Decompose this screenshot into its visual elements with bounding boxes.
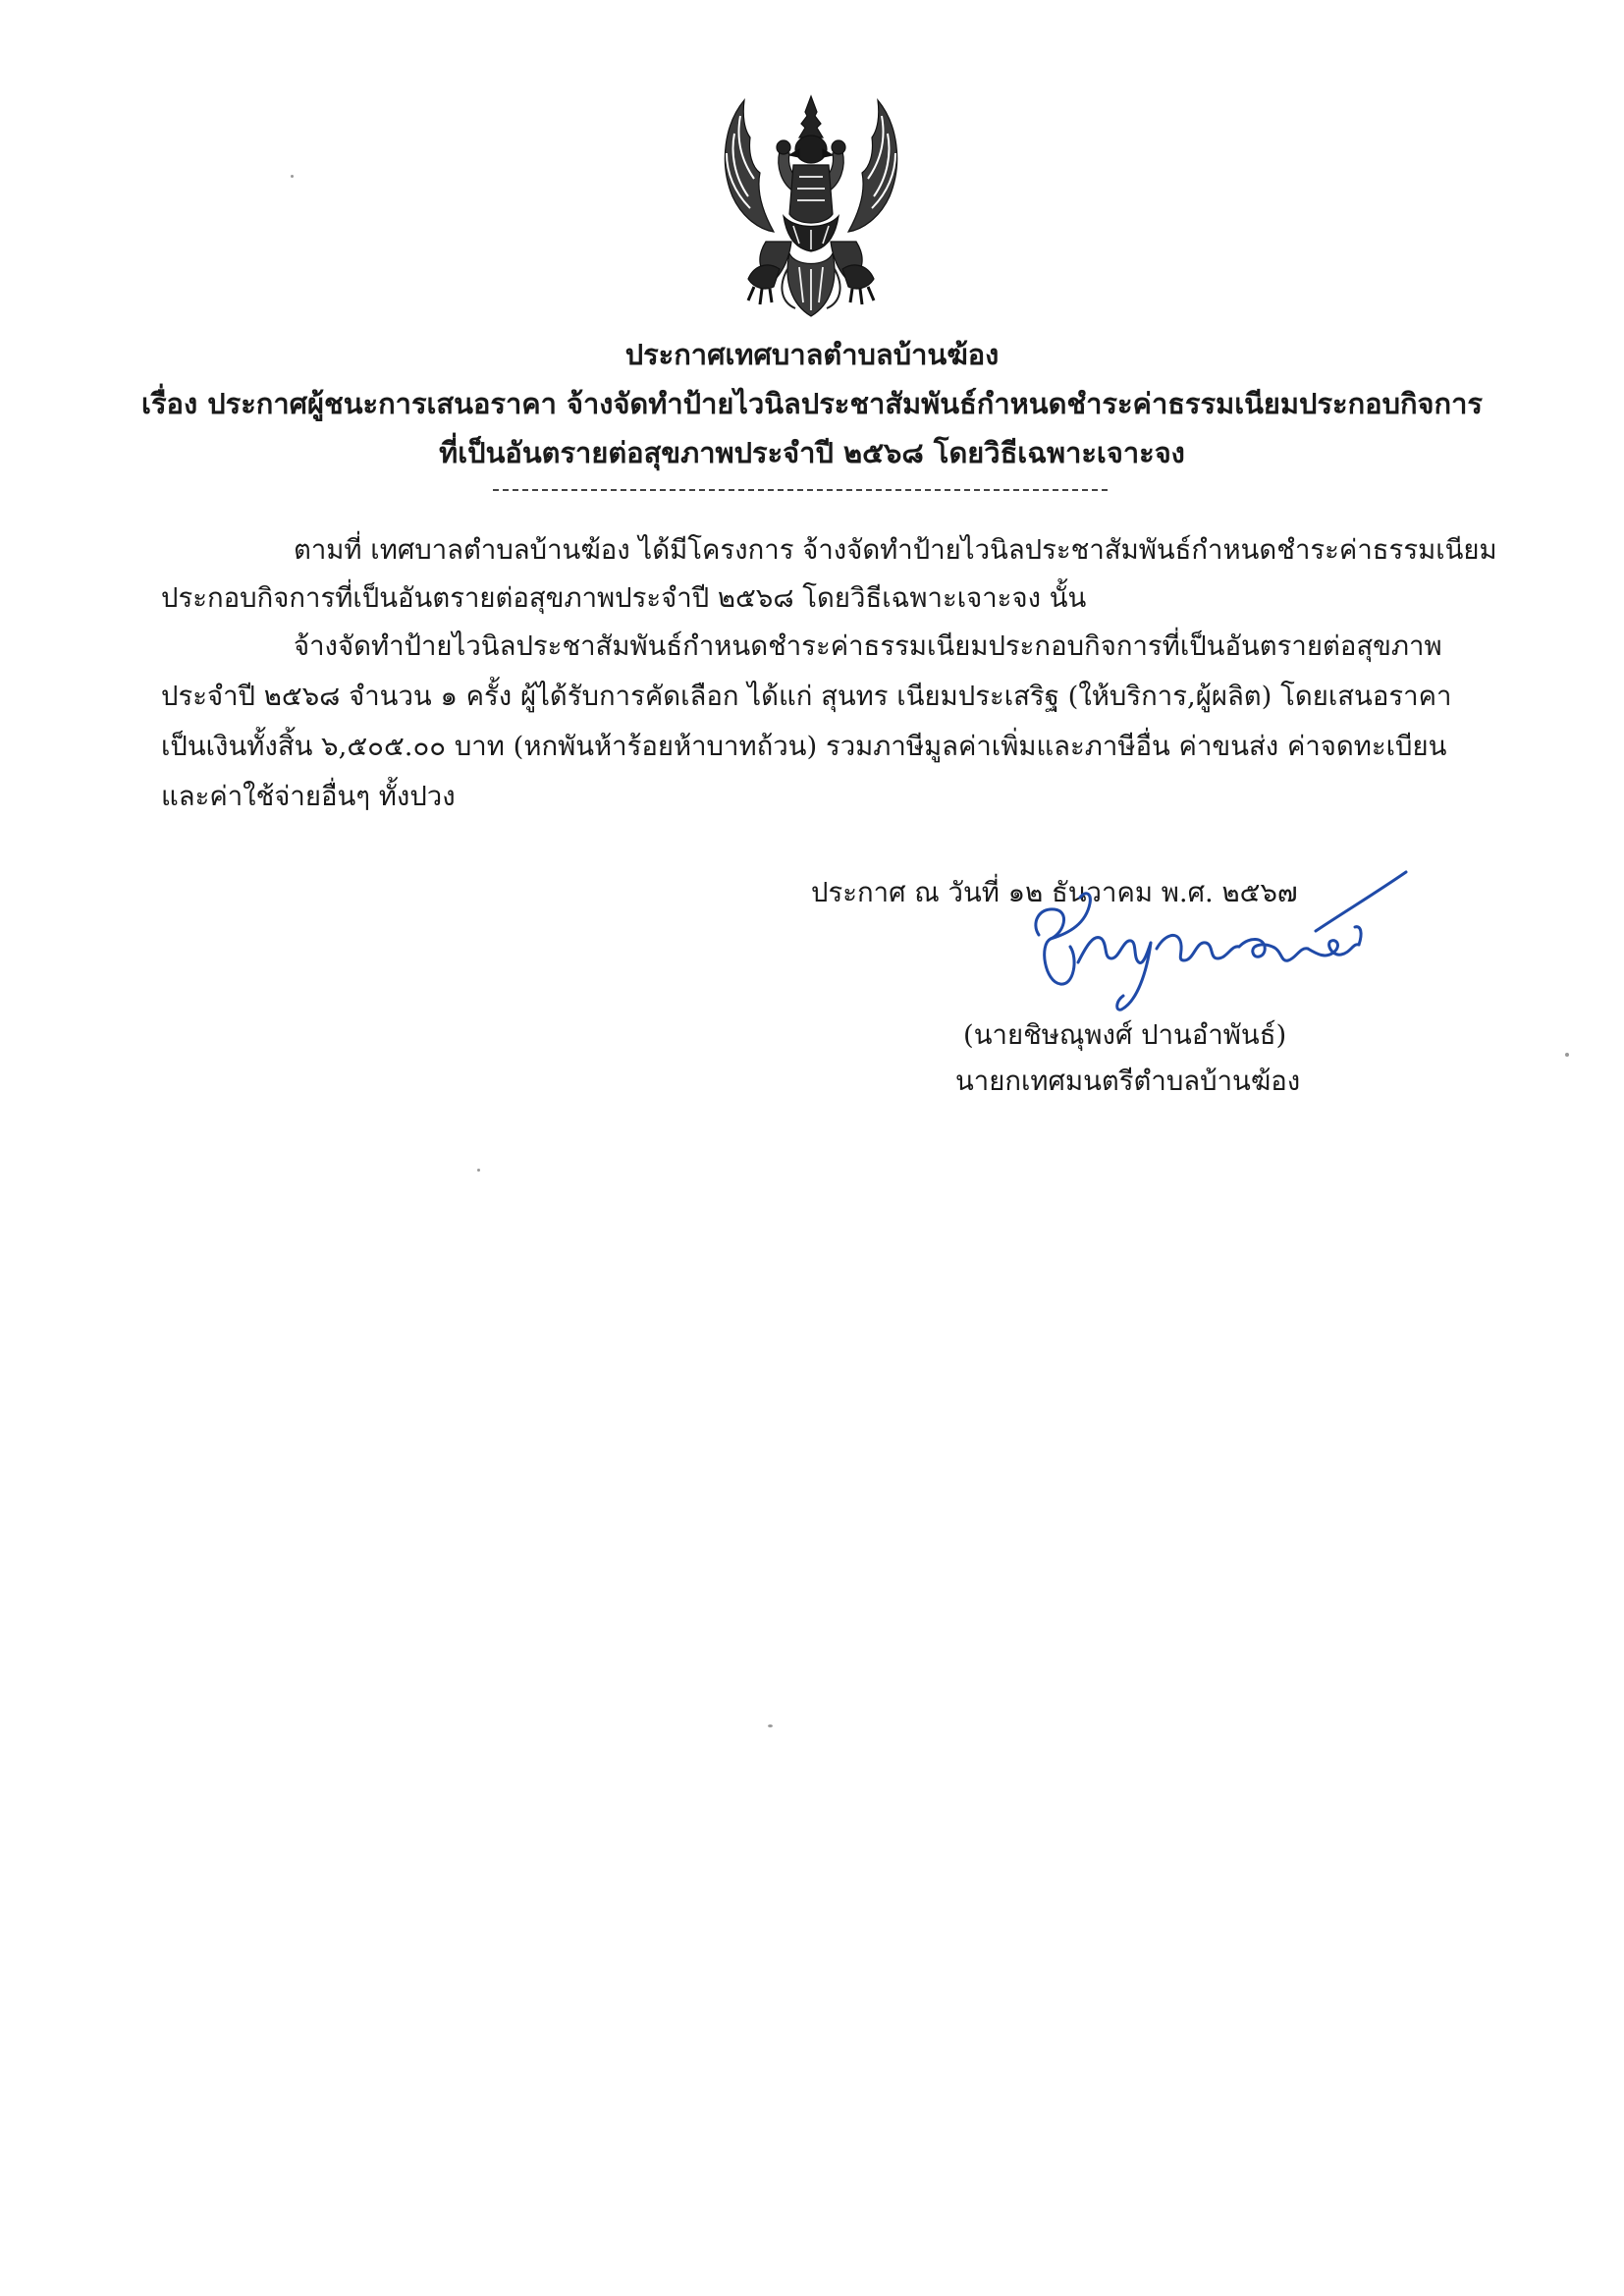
signer-position: นายกเทศมนตรีตำบลบ้านฆ้อง — [955, 1066, 1301, 1097]
body-paragraph-1-line-2: ประกอบกิจการที่เป็นอันตรายต่อสุขภาพประจำปี ๒๕๖๘ โดยวิธีเฉพาะเจาะจง นั้น — [161, 582, 1087, 614]
scan-speck — [768, 1724, 773, 1727]
announcement-date: ประกาศ ณ วันที่ ๑๒ ธันวาคม พ.ศ. ๒๕๖๗ — [811, 877, 1298, 908]
handwritten-signature-icon — [1021, 864, 1434, 1011]
title-block — [0, 330, 1624, 477]
garuda-emblem-icon — [705, 94, 917, 320]
document-title: ประกาศเทศบาลตำบลบ้านฆ้อง — [624, 338, 1000, 371]
body-paragraph-2-line-4: และค่าใช้จ่ายอื่นๆ ทั้งปวง — [161, 781, 456, 812]
scan-speck — [1565, 1053, 1569, 1057]
scan-speck — [477, 1169, 480, 1172]
document-subject-line-1: เรื่อง ประกาศผู้ชนะการเสนอราคา จ้างจัดทำป้ายไวนิลประชาสัมพันธ์กำหนดชำระค่าธรรมเนียมประกอบกิจการ — [141, 387, 1483, 420]
signer-name: (นายชิษณุพงศ์ ปานอำพันธ์) — [963, 1019, 1287, 1051]
body-paragraph-2-line-3: เป็นเงินทั้งสิ้น ๖,๕๐๕.๐๐ บาท (หกพันห้าร้อยห้าบาทถ้วน) รวมภาษีมูลค่าเพิ่มและภาษีอื่น ค่าขนส่ง ค่าจดทะเบียน — [161, 731, 1447, 762]
body-paragraph-2-line-1: จ้างจัดทำป้ายไวนิลประชาสัมพันธ์กำหนดชำระค่าธรรมเนียมประกอบกิจการที่เป็นอันตรายต่อสุขภาพ — [294, 630, 1442, 662]
body-paragraph-2-line-2: ประจำปี ๒๕๖๘ จำนวน ๑ ครั้ง ผู้ได้รับการคัดเลือก ได้แก่ สุนทร เนียมประเสริฐ (ให้บริการ,ผู้ผลิต) โดยเสนอราคา — [161, 681, 1452, 712]
scan-speck — [291, 175, 294, 178]
document-subject-line-2: ที่เป็นอันตรายต่อสุขภาพประจำปี ๒๕๖๘ โดยวิธีเฉพาะเจาะจง — [439, 436, 1185, 469]
title-divider — [493, 489, 1108, 491]
body-paragraph-1-line-1: ตามที่ เทศบาลตำบลบ้านฆ้อง ได้มีโครงการ จ้างจัดทำป้ายไวนิลประชาสัมพันธ์กำหนดชำระค่าธรรมเนียม — [294, 534, 1497, 566]
